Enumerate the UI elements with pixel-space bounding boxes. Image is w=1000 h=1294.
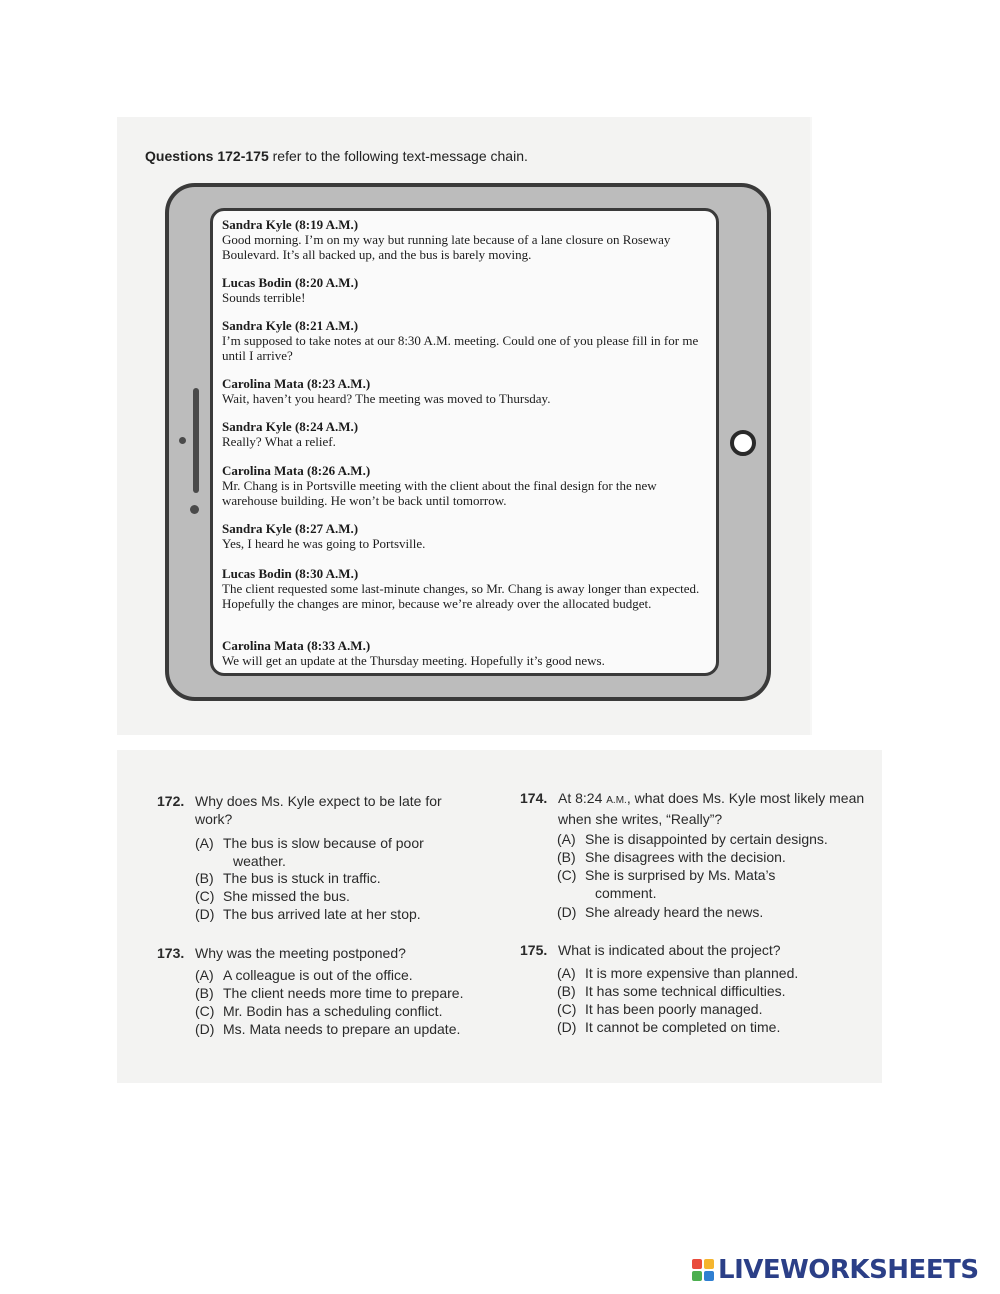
message-sender: Carolina Mata (8:33 A.M.) bbox=[222, 638, 371, 653]
answer-option[interactable] bbox=[557, 830, 828, 848]
option-letter: (A) bbox=[195, 967, 214, 983]
message bbox=[222, 376, 714, 406]
answer-option[interactable] bbox=[195, 1020, 460, 1038]
option-text: She missed the bus. bbox=[223, 888, 350, 904]
option-letter: (B) bbox=[557, 983, 576, 999]
option-text: It has some technical difficulties. bbox=[585, 983, 786, 999]
message-sender: Sandra Kyle (8:27 A.M.) bbox=[222, 521, 359, 536]
message-sender: Lucas Bodin (8:20 A.M.) bbox=[222, 275, 359, 290]
option-text: She is disappointed by certain designs. bbox=[585, 831, 828, 847]
option-letter: (D) bbox=[195, 906, 215, 922]
question-number: 173. bbox=[157, 945, 185, 961]
message-text: Really? What a relief. bbox=[222, 434, 336, 449]
message-text: We will get an update at the Thursday meeting. Hopefully it’s good news. bbox=[222, 653, 605, 668]
answer-option[interactable] bbox=[557, 848, 786, 866]
option-text: It has been poorly managed. bbox=[585, 1001, 763, 1017]
passage-heading bbox=[145, 148, 528, 164]
question-stem: Why was the meeting postponed? bbox=[195, 945, 406, 961]
question-stem bbox=[558, 789, 878, 828]
heading-question-range: Questions 172-175 bbox=[145, 148, 269, 164]
heading-instruction: refer to the following text-message chain. bbox=[268, 148, 528, 164]
message bbox=[222, 521, 714, 551]
option-text: She disagrees with the decision. bbox=[585, 849, 786, 865]
logo-text: LIVEWORKSHEETS bbox=[718, 1255, 979, 1285]
message-text: The client requested some last-minute changes, so Mr. Chang is away longer than expected. Hopefully the changes are minor, because we’re already over the allocated budget. bbox=[222, 581, 700, 611]
message-text: I’m supposed to take notes at our 8:30 A.M. meeting. Could one of you please fill in for me until I arrive? bbox=[222, 333, 699, 363]
option-letter: (A) bbox=[557, 965, 576, 981]
tablet-camera-dot bbox=[179, 437, 186, 444]
question-number: 175. bbox=[520, 942, 548, 958]
message bbox=[222, 217, 714, 262]
option-letter: (C) bbox=[195, 1003, 215, 1019]
message-sender: Lucas Bodin (8:30 A.M.) bbox=[222, 566, 359, 581]
question-number: 172. bbox=[157, 793, 185, 809]
option-letter: (C) bbox=[557, 1001, 577, 1017]
stem-part: At 8:24 bbox=[558, 790, 607, 806]
option-letter: (D) bbox=[557, 904, 577, 920]
option-letter: (D) bbox=[195, 1021, 215, 1037]
message bbox=[222, 275, 714, 305]
answer-option[interactable] bbox=[195, 887, 350, 905]
option-text: The bus arrived late at her stop. bbox=[223, 906, 421, 922]
option-text: She is surprised by Ms. Mata’s bbox=[585, 867, 776, 883]
stem-am-smallcaps: A.M. bbox=[606, 795, 627, 806]
message-text: Yes, I heard he was going to Portsville. bbox=[222, 536, 426, 551]
message-sender: Sandra Kyle (8:24 A.M.) bbox=[222, 419, 359, 434]
option-letter: (B) bbox=[557, 849, 576, 865]
stem-part: , what does Ms. Kyle most likely mean when she writes, “Really”? bbox=[558, 790, 865, 827]
question-number: 174. bbox=[520, 790, 548, 806]
answer-option[interactable] bbox=[557, 964, 798, 982]
logo-blocks-icon bbox=[692, 1259, 716, 1283]
option-letter: (A) bbox=[195, 835, 214, 851]
tablet-sensor-dot bbox=[190, 505, 199, 514]
answer-option[interactable] bbox=[195, 984, 463, 1002]
message bbox=[222, 419, 714, 449]
message-sender: Sandra Kyle (8:21 A.M.) bbox=[222, 318, 359, 333]
answer-option[interactable] bbox=[195, 1002, 442, 1020]
option-letter: (B) bbox=[195, 870, 214, 886]
answer-option[interactable] bbox=[195, 905, 421, 923]
tablet-home-button-icon bbox=[730, 430, 756, 456]
message-text: Wait, haven’t you heard? The meeting was moved to Thursday. bbox=[222, 391, 551, 406]
option-letter: (A) bbox=[557, 831, 576, 847]
option-text: Ms. Mata needs to prepare an update. bbox=[223, 1021, 461, 1037]
answer-option[interactable] bbox=[195, 834, 424, 870]
option-letter: (C) bbox=[557, 867, 577, 883]
message bbox=[222, 318, 714, 363]
message-sender: Carolina Mata (8:26 A.M.) bbox=[222, 463, 371, 478]
answer-option[interactable] bbox=[557, 1018, 780, 1036]
scan-edge bbox=[810, 117, 812, 735]
message bbox=[222, 638, 714, 668]
question-stem: Why does Ms. Kyle expect to be late for work? bbox=[195, 793, 442, 827]
message-text: Sounds terrible! bbox=[222, 290, 306, 305]
option-text-continued: weather. bbox=[233, 853, 286, 869]
tablet-side-bar bbox=[193, 388, 199, 493]
option-text: It is more expensive than planned. bbox=[585, 965, 799, 981]
message-text: Good morning. I’m on my way but running late because of a lane closure on Roseway Boulevard. It’s all backed up, and the bus is barely moving. bbox=[222, 232, 671, 262]
answer-option[interactable] bbox=[195, 869, 381, 887]
option-text: The client needs more time to prepare. bbox=[223, 985, 464, 1001]
answer-option[interactable] bbox=[195, 966, 413, 984]
option-text: The bus is stuck in traffic. bbox=[223, 870, 381, 886]
message-sender: Sandra Kyle (8:19 A.M.) bbox=[222, 217, 359, 232]
message-sender: Carolina Mata (8:23 A.M.) bbox=[222, 376, 371, 391]
answer-option[interactable] bbox=[557, 903, 763, 921]
option-text-continued: comment. bbox=[595, 885, 657, 901]
option-text: Mr. Bodin has a scheduling conflict. bbox=[223, 1003, 443, 1019]
option-letter: (C) bbox=[195, 888, 215, 904]
message bbox=[222, 463, 714, 508]
answer-option[interactable] bbox=[557, 1000, 762, 1018]
answer-option[interactable] bbox=[557, 866, 775, 902]
message bbox=[222, 566, 714, 611]
option-text: It cannot be completed on time. bbox=[585, 1019, 781, 1035]
option-text: The bus is slow because of poor bbox=[223, 835, 424, 851]
answer-option[interactable] bbox=[557, 982, 786, 1000]
option-text: A colleague is out of the office. bbox=[223, 967, 413, 983]
question-stem: What is indicated about the project? bbox=[558, 942, 781, 958]
option-text: She already heard the news. bbox=[585, 904, 764, 920]
option-letter: (D) bbox=[557, 1019, 577, 1035]
message-text: Mr. Chang is in Portsville meeting with the client about the final design for the new warehouse building. He won’t be back until tomorrow. bbox=[222, 478, 657, 508]
option-letter: (B) bbox=[195, 985, 214, 1001]
